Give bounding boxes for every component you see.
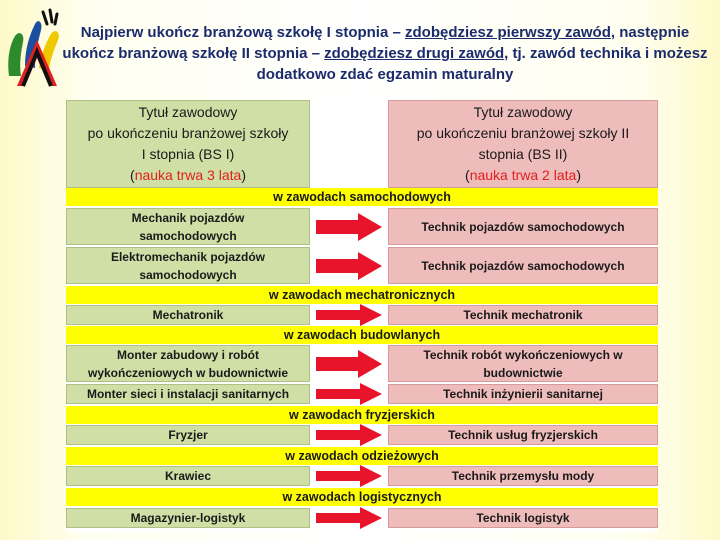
right-arrow-icon <box>316 424 382 446</box>
row-left-mechatronics-1: Mechatronik <box>66 305 310 325</box>
row-right-construction-1: Technik robót wykończeniowych w budownictwie <box>388 345 658 382</box>
row-right-mechatronics-1: Technik mechatronik <box>388 305 658 325</box>
right-arrow-icon <box>316 304 382 326</box>
row-right-clothing-1: Technik przemysłu mody <box>388 466 658 486</box>
row-left-clothing-1: Krawiec <box>66 466 310 486</box>
title-first-profession-link[interactable]: zdobędziesz pierwszy zawód <box>405 24 611 41</box>
right-arrow-icon <box>316 465 382 487</box>
header-left-line-3: I stopnia (BS I) <box>141 146 235 162</box>
header-left-paren-open: ( <box>130 167 135 183</box>
row-left-hairdressing-1: Fryzjer <box>66 425 310 445</box>
page-title <box>62 22 708 85</box>
header-right-duration: nauka trwa 2 lata <box>469 167 577 183</box>
right-arrow-icon <box>316 383 382 405</box>
right-arrow-icon <box>316 213 382 241</box>
right-arrow-icon <box>316 507 382 529</box>
row-left-construction-1: Monter zabudowy i robót wykończeniowych w budownictwie <box>66 345 310 382</box>
header-left-duration: nauka trwa 3 lata <box>134 167 242 183</box>
row-right-automotive-2: Technik pojazdów samochodowych <box>388 247 658 284</box>
header-right-paren-close: ) <box>576 167 581 183</box>
row-right-automotive-1: Technik pojazdów samochodowych <box>388 208 658 245</box>
section-band-mechatronics: w zawodach mechatronicznych <box>66 286 658 304</box>
header-right-line-1: Tytuł zawodowy <box>473 104 573 120</box>
header-right <box>388 100 658 188</box>
right-arrow-icon <box>316 252 382 280</box>
row-left-construction-2: Monter sieci i instalacji sanitarnych <box>66 384 310 404</box>
section-band-automotive: w zawodach samochodowych <box>66 188 658 206</box>
right-arrow-icon <box>316 350 382 378</box>
row-right-logistics-1: Technik logistyk <box>388 508 658 528</box>
section-band-construction: w zawodach budowlanych <box>66 326 658 344</box>
header-left-line-4 <box>130 165 246 186</box>
professions-table <box>66 100 658 532</box>
section-band-logistics: w zawodach logistycznych <box>66 488 658 506</box>
section-band-hairdressing: w zawodach fryzjerskich <box>66 406 658 424</box>
row-left-logistics-1: Magazynier-logistyk <box>66 508 310 528</box>
header-left-line-2: po ukończeniu branżowej szkoły <box>87 125 289 141</box>
header-right-paren-open: ( <box>465 167 470 183</box>
title-part-2: , następnie ukończ branżową szkołę II stopnia – <box>62 24 690 62</box>
row-right-construction-2: Technik inżynierii sanitarnej <box>388 384 658 404</box>
header-left-line-1: Tytuł zawodowy <box>138 104 238 120</box>
header-left-paren-close: ) <box>241 167 246 183</box>
header-right-line-3: stopnia (BS II) <box>478 146 568 162</box>
header-right-line-4 <box>465 165 581 186</box>
school-logo-icon <box>3 6 67 92</box>
title-part-3: , tj. zawód technika i możesz dodatkowo zdać egzamin maturalny <box>256 45 708 83</box>
title-part-1: Najpierw ukończ branżową szkołę I stopnia – <box>80 24 405 41</box>
header-left <box>66 100 310 188</box>
row-left-automotive-2: Elektromechanik pojazdów samochodowych <box>66 247 310 284</box>
title-second-profession-link[interactable]: zdobędziesz drugi zawód <box>324 45 505 62</box>
row-left-automotive-1: Mechanik pojazdów samochodowych <box>66 208 310 245</box>
header-right-line-2: po ukończeniu branżowej szkoły II <box>416 125 630 141</box>
row-right-hairdressing-1: Technik usług fryzjerskich <box>388 425 658 445</box>
section-band-clothing: w zawodach odzieżowych <box>66 447 658 465</box>
